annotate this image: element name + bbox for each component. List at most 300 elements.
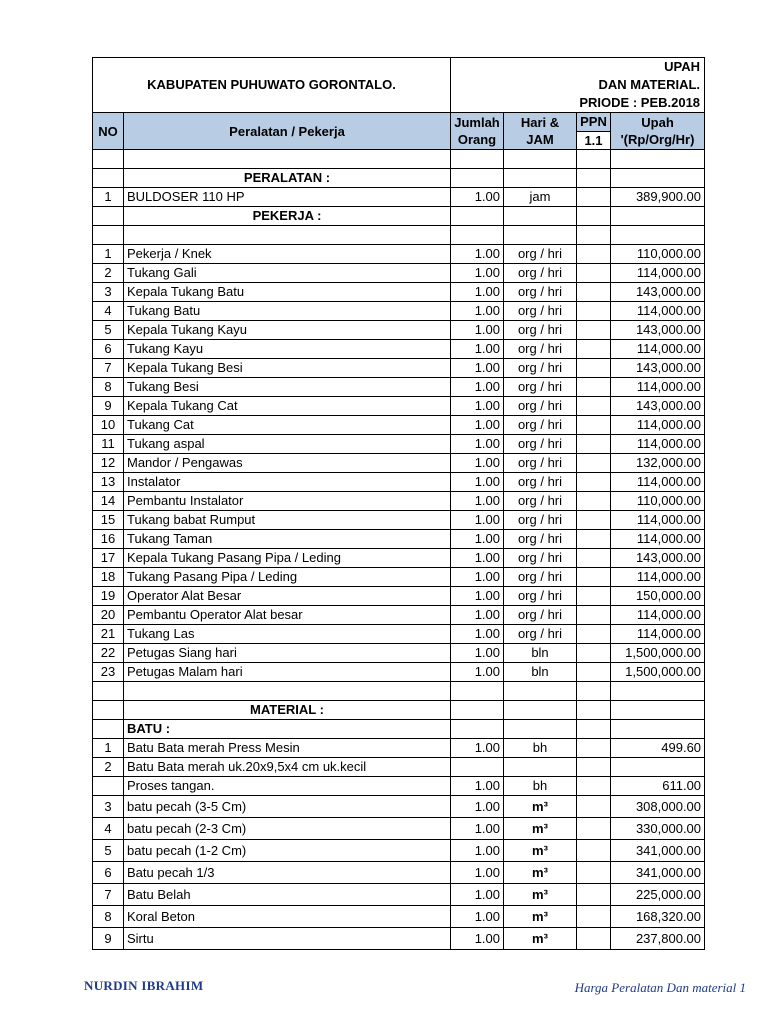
row-name: Petugas Siang hari bbox=[124, 644, 451, 663]
row-ppn bbox=[577, 416, 611, 435]
row-number: 14 bbox=[93, 492, 124, 511]
row-unit: org / hri bbox=[504, 568, 577, 587]
row-price: 1,500,000.00 bbox=[611, 663, 705, 682]
row-quantity: 1.00 bbox=[451, 264, 504, 283]
row-quantity: 1.00 bbox=[451, 587, 504, 606]
row-quantity: 1.00 bbox=[451, 840, 504, 862]
row-quantity: 1.00 bbox=[451, 644, 504, 663]
row-ppn bbox=[577, 283, 611, 302]
row-price: 150,000.00 bbox=[611, 587, 705, 606]
row-quantity: 1.00 bbox=[451, 245, 504, 264]
table-row bbox=[93, 884, 705, 906]
empty-cell bbox=[124, 682, 451, 701]
row-quantity bbox=[451, 758, 504, 777]
upah-heading bbox=[451, 58, 705, 113]
section-material-label: MATERIAL : bbox=[124, 701, 451, 720]
row-name: Instalator bbox=[124, 473, 451, 492]
row-name: Mandor / Pengawas bbox=[124, 454, 451, 473]
row-price: 110,000.00 bbox=[611, 245, 705, 264]
row-number: 8 bbox=[93, 378, 124, 397]
row-name: Kepala Tukang Kayu bbox=[124, 321, 451, 340]
row-unit: bln bbox=[504, 644, 577, 663]
row-quantity: 1.00 bbox=[451, 397, 504, 416]
empty-cell bbox=[611, 150, 705, 169]
row-ppn bbox=[577, 549, 611, 568]
row-name: Tukang Pasang Pipa / Leding bbox=[124, 568, 451, 587]
empty-cell bbox=[577, 720, 611, 739]
table-row bbox=[93, 739, 705, 758]
empty-cell bbox=[93, 226, 124, 245]
table-row bbox=[93, 818, 705, 840]
row-quantity: 1.00 bbox=[451, 321, 504, 340]
table-row bbox=[93, 188, 705, 207]
row-name: BULDOSER 110 HP bbox=[124, 188, 451, 207]
row-unit: org / hri bbox=[504, 473, 577, 492]
empty-cell bbox=[504, 150, 577, 169]
row-price: 611.00 bbox=[611, 777, 705, 796]
empty-cell bbox=[124, 226, 451, 245]
row-quantity: 1.00 bbox=[451, 906, 504, 928]
row-quantity: 1.00 bbox=[451, 454, 504, 473]
row-name: Batu Bata merah uk.20x9,5x4 cm uk.kecil bbox=[124, 758, 451, 777]
row-unit: org / hri bbox=[504, 625, 577, 644]
table-row bbox=[93, 359, 705, 378]
row-ppn bbox=[577, 606, 611, 625]
row-price: 114,000.00 bbox=[611, 435, 705, 454]
row-quantity: 1.00 bbox=[451, 777, 504, 796]
row-price: 143,000.00 bbox=[611, 359, 705, 378]
row-quantity: 1.00 bbox=[451, 796, 504, 818]
blank-row bbox=[93, 150, 705, 169]
row-ppn bbox=[577, 906, 611, 928]
row-unit: org / hri bbox=[504, 454, 577, 473]
table-row bbox=[93, 625, 705, 644]
table-row bbox=[93, 321, 705, 340]
row-unit: org / hri bbox=[504, 359, 577, 378]
row-number: 16 bbox=[93, 530, 124, 549]
row-price: 114,000.00 bbox=[611, 264, 705, 283]
row-price: 114,000.00 bbox=[611, 302, 705, 321]
col-jumlah-line-1: Jumlah bbox=[454, 115, 500, 130]
row-number: 4 bbox=[93, 818, 124, 840]
table-row bbox=[93, 928, 705, 950]
sheet-title: KABUPATEN PUHUWATO GORONTALO. bbox=[93, 58, 451, 113]
row-ppn bbox=[577, 359, 611, 378]
row-name: Koral Beton bbox=[124, 906, 451, 928]
blank-row bbox=[93, 682, 705, 701]
section-batu bbox=[93, 720, 705, 739]
row-name: Tukang Batu bbox=[124, 302, 451, 321]
row-quantity: 1.00 bbox=[451, 549, 504, 568]
row-price: 143,000.00 bbox=[611, 549, 705, 568]
row-ppn bbox=[577, 884, 611, 906]
table-row bbox=[93, 862, 705, 884]
row-quantity: 1.00 bbox=[451, 884, 504, 906]
row-unit: org / hri bbox=[504, 606, 577, 625]
table-row bbox=[93, 796, 705, 818]
col-no-header: NO bbox=[93, 113, 124, 150]
row-number: 3 bbox=[93, 796, 124, 818]
row-name: Batu pecah 1/3 bbox=[124, 862, 451, 884]
row-unit: org / hri bbox=[504, 302, 577, 321]
row-name: Pembantu Instalator bbox=[124, 492, 451, 511]
row-number: 1 bbox=[93, 245, 124, 264]
table-row bbox=[93, 511, 705, 530]
col-name-header: Peralatan / Pekerja bbox=[124, 113, 451, 150]
upah-line-2: DAN MATERIAL. bbox=[598, 77, 701, 92]
table-row bbox=[93, 906, 705, 928]
row-price: 114,000.00 bbox=[611, 378, 705, 397]
row-number: 1 bbox=[93, 739, 124, 758]
row-unit: m³ bbox=[504, 906, 577, 928]
table-row bbox=[93, 283, 705, 302]
table-row bbox=[93, 606, 705, 625]
row-name: Tukang babat Rumput bbox=[124, 511, 451, 530]
empty-cell bbox=[451, 682, 504, 701]
row-quantity: 1.00 bbox=[451, 568, 504, 587]
row-price: 389,900.00 bbox=[611, 188, 705, 207]
empty-cell bbox=[577, 150, 611, 169]
row-number: 10 bbox=[93, 416, 124, 435]
row-price: 114,000.00 bbox=[611, 568, 705, 587]
row-number bbox=[93, 777, 124, 796]
row-unit: bh bbox=[504, 777, 577, 796]
column-header-row bbox=[93, 113, 705, 150]
empty-cell bbox=[93, 682, 124, 701]
row-quantity: 1.00 bbox=[451, 928, 504, 950]
empty-cell bbox=[504, 169, 577, 188]
row-number: 7 bbox=[93, 884, 124, 906]
empty-cell bbox=[93, 701, 124, 720]
empty-cell bbox=[451, 701, 504, 720]
row-quantity: 1.00 bbox=[451, 606, 504, 625]
row-ppn bbox=[577, 530, 611, 549]
blank-row bbox=[93, 226, 705, 245]
row-name: Kepala Tukang Pasang Pipa / Leding bbox=[124, 549, 451, 568]
empty-cell bbox=[611, 701, 705, 720]
row-price: 499.60 bbox=[611, 739, 705, 758]
title-row bbox=[93, 58, 705, 113]
row-ppn bbox=[577, 378, 611, 397]
upah-line-1: UPAH bbox=[664, 59, 701, 74]
row-unit: org / hri bbox=[504, 378, 577, 397]
table-row bbox=[93, 777, 705, 796]
row-name: Petugas Malam hari bbox=[124, 663, 451, 682]
row-ppn bbox=[577, 840, 611, 862]
row-price: 114,000.00 bbox=[611, 340, 705, 359]
row-ppn bbox=[577, 739, 611, 758]
col-upah-line-1: Upah bbox=[641, 115, 674, 130]
empty-cell bbox=[451, 169, 504, 188]
price-sheet bbox=[92, 57, 704, 950]
table-row bbox=[93, 245, 705, 264]
row-unit: m³ bbox=[504, 884, 577, 906]
col-hari-header bbox=[504, 113, 577, 150]
row-price: 237,800.00 bbox=[611, 928, 705, 950]
row-unit: jam bbox=[504, 188, 577, 207]
row-number: 19 bbox=[93, 587, 124, 606]
row-unit: org / hri bbox=[504, 416, 577, 435]
row-name: batu pecah (3-5 Cm) bbox=[124, 796, 451, 818]
row-name: Pembantu Operator Alat besar bbox=[124, 606, 451, 625]
row-ppn bbox=[577, 435, 611, 454]
col-jumlah-line-2: Orang bbox=[457, 132, 497, 147]
row-number: 1 bbox=[93, 188, 124, 207]
row-ppn bbox=[577, 492, 611, 511]
row-ppn bbox=[577, 644, 611, 663]
table-row bbox=[93, 663, 705, 682]
empty-cell bbox=[124, 150, 451, 169]
empty-cell bbox=[93, 169, 124, 188]
row-unit: m³ bbox=[504, 796, 577, 818]
footer-author-name: NURDIN IBRAHIM bbox=[84, 978, 204, 993]
table-row bbox=[93, 587, 705, 606]
table-row bbox=[93, 302, 705, 321]
row-name: Tukang Las bbox=[124, 625, 451, 644]
row-price: 225,000.00 bbox=[611, 884, 705, 906]
row-number: 6 bbox=[93, 340, 124, 359]
row-ppn bbox=[577, 818, 611, 840]
row-unit: m³ bbox=[504, 840, 577, 862]
row-name: Tukang Gali bbox=[124, 264, 451, 283]
row-price: 143,000.00 bbox=[611, 321, 705, 340]
row-ppn bbox=[577, 587, 611, 606]
row-ppn bbox=[577, 340, 611, 359]
empty-cell bbox=[93, 150, 124, 169]
row-unit: bh bbox=[504, 739, 577, 758]
row-name: batu pecah (2-3 Cm) bbox=[124, 818, 451, 840]
row-ppn bbox=[577, 758, 611, 777]
row-price: 341,000.00 bbox=[611, 840, 705, 862]
row-price: 114,000.00 bbox=[611, 511, 705, 530]
row-name: Operator Alat Besar bbox=[124, 587, 451, 606]
col-hari-line-1: Hari & bbox=[520, 115, 560, 130]
row-price: 308,000.00 bbox=[611, 796, 705, 818]
row-number: 12 bbox=[93, 454, 124, 473]
row-ppn bbox=[577, 302, 611, 321]
empty-cell bbox=[504, 701, 577, 720]
empty-cell bbox=[577, 226, 611, 245]
row-number: 9 bbox=[93, 928, 124, 950]
empty-cell bbox=[451, 150, 504, 169]
row-number: 17 bbox=[93, 549, 124, 568]
period-line: PRIODE : PEB.2018 bbox=[579, 95, 701, 110]
row-ppn bbox=[577, 245, 611, 264]
row-unit: m³ bbox=[504, 928, 577, 950]
empty-cell bbox=[451, 207, 504, 226]
row-ppn bbox=[577, 777, 611, 796]
row-quantity: 1.00 bbox=[451, 283, 504, 302]
row-name: Kepala Tukang Batu bbox=[124, 283, 451, 302]
row-number: 3 bbox=[93, 283, 124, 302]
empty-cell bbox=[451, 720, 504, 739]
row-quantity: 1.00 bbox=[451, 511, 504, 530]
table-row bbox=[93, 840, 705, 862]
empty-cell bbox=[611, 169, 705, 188]
row-number: 8 bbox=[93, 906, 124, 928]
row-unit: m³ bbox=[504, 862, 577, 884]
row-number: 5 bbox=[93, 321, 124, 340]
row-ppn bbox=[577, 397, 611, 416]
col-ppn-header bbox=[577, 113, 611, 150]
row-number: 2 bbox=[93, 264, 124, 283]
row-number: 2 bbox=[93, 758, 124, 777]
price-table bbox=[92, 57, 705, 950]
empty-cell bbox=[611, 207, 705, 226]
table-row bbox=[93, 435, 705, 454]
table-row bbox=[93, 644, 705, 663]
row-ppn bbox=[577, 928, 611, 950]
table-row bbox=[93, 492, 705, 511]
row-price: 114,000.00 bbox=[611, 606, 705, 625]
row-ppn bbox=[577, 264, 611, 283]
table-row bbox=[93, 378, 705, 397]
row-unit bbox=[504, 758, 577, 777]
col-jumlah-header bbox=[451, 113, 504, 150]
row-quantity: 1.00 bbox=[451, 416, 504, 435]
row-name: Pekerja / Knek bbox=[124, 245, 451, 264]
row-name: Tukang Besi bbox=[124, 378, 451, 397]
row-number: 22 bbox=[93, 644, 124, 663]
empty-cell bbox=[504, 682, 577, 701]
row-unit: org / hri bbox=[504, 283, 577, 302]
row-quantity: 1.00 bbox=[451, 340, 504, 359]
section-batu-label: BATU : bbox=[124, 720, 451, 739]
section-peralatan bbox=[93, 169, 705, 188]
row-unit: org / hri bbox=[504, 340, 577, 359]
row-unit: org / hri bbox=[504, 549, 577, 568]
row-number: 4 bbox=[93, 302, 124, 321]
row-ppn bbox=[577, 568, 611, 587]
row-price: 1,500,000.00 bbox=[611, 644, 705, 663]
table-row bbox=[93, 473, 705, 492]
row-name: Sirtu bbox=[124, 928, 451, 950]
col-upah-header bbox=[611, 113, 705, 150]
row-ppn bbox=[577, 454, 611, 473]
row-ppn bbox=[577, 188, 611, 207]
row-unit: org / hri bbox=[504, 245, 577, 264]
empty-cell bbox=[93, 720, 124, 739]
row-price: 330,000.00 bbox=[611, 818, 705, 840]
row-unit: org / hri bbox=[504, 264, 577, 283]
row-price: 114,000.00 bbox=[611, 416, 705, 435]
row-quantity: 1.00 bbox=[451, 359, 504, 378]
row-ppn bbox=[577, 862, 611, 884]
empty-cell bbox=[504, 720, 577, 739]
empty-cell bbox=[451, 226, 504, 245]
empty-cell bbox=[577, 207, 611, 226]
row-unit: org / hri bbox=[504, 492, 577, 511]
row-ppn bbox=[577, 321, 611, 340]
row-name: Tukang Taman bbox=[124, 530, 451, 549]
empty-cell bbox=[611, 226, 705, 245]
empty-cell bbox=[577, 169, 611, 188]
row-ppn bbox=[577, 625, 611, 644]
empty-cell bbox=[504, 226, 577, 245]
row-number: 23 bbox=[93, 663, 124, 682]
row-price: 114,000.00 bbox=[611, 473, 705, 492]
row-quantity: 1.00 bbox=[451, 862, 504, 884]
row-name: Tukang Cat bbox=[124, 416, 451, 435]
row-ppn bbox=[577, 796, 611, 818]
row-price: 132,000.00 bbox=[611, 454, 705, 473]
table-row bbox=[93, 530, 705, 549]
row-quantity: 1.00 bbox=[451, 625, 504, 644]
row-quantity: 1.00 bbox=[451, 492, 504, 511]
row-name: Tukang aspal bbox=[124, 435, 451, 454]
row-name: Batu Belah bbox=[124, 884, 451, 906]
row-unit: m³ bbox=[504, 818, 577, 840]
table-row bbox=[93, 549, 705, 568]
row-number: 11 bbox=[93, 435, 124, 454]
row-quantity: 1.00 bbox=[451, 663, 504, 682]
row-unit: org / hri bbox=[504, 530, 577, 549]
row-unit: org / hri bbox=[504, 587, 577, 606]
row-name: Kepala Tukang Besi bbox=[124, 359, 451, 378]
row-quantity: 1.00 bbox=[451, 188, 504, 207]
row-name: Tukang Kayu bbox=[124, 340, 451, 359]
row-number: 9 bbox=[93, 397, 124, 416]
row-ppn bbox=[577, 473, 611, 492]
row-unit: bln bbox=[504, 663, 577, 682]
section-pekerja-label: PEKERJA : bbox=[124, 207, 451, 226]
row-price bbox=[611, 758, 705, 777]
row-quantity: 1.00 bbox=[451, 739, 504, 758]
row-number: 20 bbox=[93, 606, 124, 625]
row-number: 5 bbox=[93, 840, 124, 862]
row-quantity: 1.00 bbox=[451, 435, 504, 454]
col-upah-line-2: '(Rp/Org/Hr) bbox=[620, 132, 695, 147]
table-row bbox=[93, 416, 705, 435]
section-peralatan-label: PERALATAN : bbox=[124, 169, 451, 188]
footer-page-label: Harga Peralatan Dan material 1 bbox=[574, 980, 746, 995]
row-price: 341,000.00 bbox=[611, 862, 705, 884]
row-price: 143,000.00 bbox=[611, 283, 705, 302]
row-unit: org / hri bbox=[504, 397, 577, 416]
row-price: 143,000.00 bbox=[611, 397, 705, 416]
empty-cell bbox=[611, 720, 705, 739]
row-number: 15 bbox=[93, 511, 124, 530]
table-row bbox=[93, 340, 705, 359]
row-price: 114,000.00 bbox=[611, 625, 705, 644]
footer-author bbox=[84, 978, 203, 994]
col-ppn-value: 1.1 bbox=[577, 132, 610, 149]
row-name: Kepala Tukang Cat bbox=[124, 397, 451, 416]
table-row bbox=[93, 568, 705, 587]
table-row bbox=[93, 758, 705, 777]
section-pekerja bbox=[93, 207, 705, 226]
empty-cell bbox=[504, 207, 577, 226]
row-quantity: 1.00 bbox=[451, 378, 504, 397]
table-row bbox=[93, 264, 705, 283]
row-ppn bbox=[577, 511, 611, 530]
row-price: 168,320.00 bbox=[611, 906, 705, 928]
row-name: batu pecah (1-2 Cm) bbox=[124, 840, 451, 862]
row-number: 7 bbox=[93, 359, 124, 378]
row-quantity: 1.00 bbox=[451, 818, 504, 840]
row-quantity: 1.00 bbox=[451, 473, 504, 492]
row-quantity: 1.00 bbox=[451, 302, 504, 321]
row-number: 21 bbox=[93, 625, 124, 644]
empty-cell bbox=[611, 682, 705, 701]
table-row bbox=[93, 397, 705, 416]
row-ppn bbox=[577, 663, 611, 682]
section-material bbox=[93, 701, 705, 720]
table-row bbox=[93, 454, 705, 473]
row-quantity: 1.00 bbox=[451, 530, 504, 549]
empty-cell bbox=[577, 682, 611, 701]
row-price: 110,000.00 bbox=[611, 492, 705, 511]
